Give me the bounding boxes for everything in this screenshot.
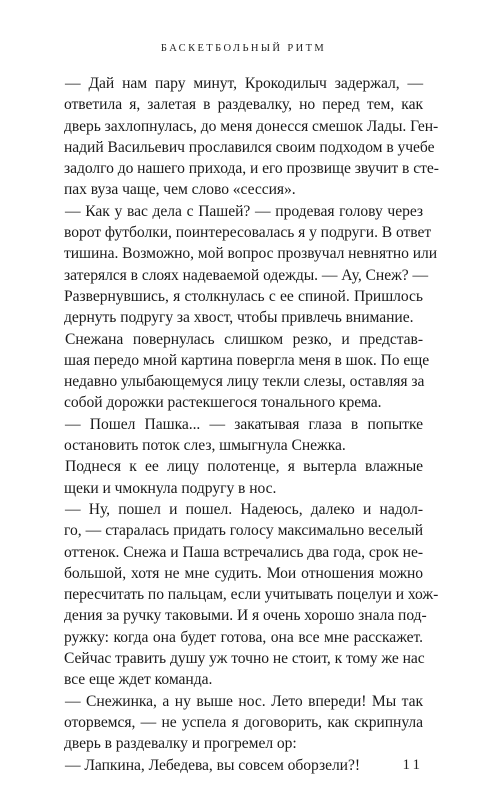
text-line: го, — старалась придать голосу максимально веселый (64, 522, 423, 540)
text-line: Поднеся к ее лицу полотенце, я вытерла влажные (65, 458, 423, 476)
text-line: собой дорожки растекшегося тонального крема. (64, 394, 382, 412)
text-line: Сейчас травить душу уж точно не стоит, к тому же нас (64, 650, 425, 668)
text-line: тишина. Возможно, мой вопрос прозвучал невнятно или (64, 245, 438, 263)
text-line: ружку: когда она будет готова, она все мне расскажет. (64, 628, 423, 646)
text-line: все еще ждет команда. (64, 671, 213, 689)
text-line: дения за ручку таковыми. И я очень хорошо знала под- (64, 607, 427, 625)
text-line: дверь в раздевалку и прогремел ор: (64, 735, 297, 753)
text-line: пересчитать по пальцам, если учитывать поцелуи и хож- (64, 586, 439, 604)
page-number: 11 (402, 757, 423, 773)
text-line: дернуть подругу за хвост, чтобы привлечь внимание. (64, 309, 414, 327)
body-text (64, 73, 439, 776)
text-line: остановить поток слез, шмыгнула Снежка. (64, 437, 346, 455)
text-line: оттенок. Снежа и Паша встречались два года, срок не- (64, 543, 423, 561)
text-line: затерялся в слоях надеваемой одежды. — Ау, Снеж? — (64, 266, 429, 284)
text-line: щеки и чмокнула подругу в нос. (64, 479, 277, 497)
text-line: ворот футболки, поинтересовалась я у подруги. В ответ (64, 224, 432, 242)
text-line: — Дай нам пару минут, Крокодилыч задержал, — (65, 75, 423, 92)
text-line: — Лапкина, Лебедева, вы совсем оборзели?! (65, 756, 360, 774)
text-line: шая передо мной картина повергла меня в шок. По еще (64, 351, 430, 369)
text-line: — Как у вас дела с Пашей? — продевая голову через (65, 202, 423, 220)
text-line: Снежана повернулась слишком резко, и представ- (65, 330, 423, 348)
text-line: большой, хотя не мне судить. Мои отношения можно (64, 564, 423, 582)
text-line: задолго до нашего прихода, и его прозвище звучит в сте- (64, 160, 439, 178)
text-line: пах вуза чаще, чем слово «сессия». (64, 181, 296, 199)
text-line: оторвемся, — не успела я договорить, как скрипнула (64, 713, 423, 731)
text-line: — Ну, пошел и пошел. Надеюсь, далеко и надол- (65, 500, 423, 518)
text-line: Развернувшись, я столкнулась с ее спиной. Пришлось (64, 287, 423, 305)
text-line: — Снежинка, а ну выше нос. Лето впереди! Мы так (65, 692, 423, 710)
text-line: надий Васильевич прославился своим подходом в учебе (64, 138, 435, 156)
text-line: недавно улыбающемуся лицу текли слезы, оставляя за (64, 373, 425, 391)
text-line: дверь захлопнулась, до меня донесся смешок Лады. Ген- (64, 117, 439, 135)
text-line: — Пошел Пашка... — закатывая глаза в попытке (65, 415, 423, 433)
text-line: ответила я, залетая в раздевалку, но перед тем, как (64, 96, 423, 114)
running-head: БАСКЕТБОЛЬНЫЙ РИТМ (160, 43, 327, 54)
